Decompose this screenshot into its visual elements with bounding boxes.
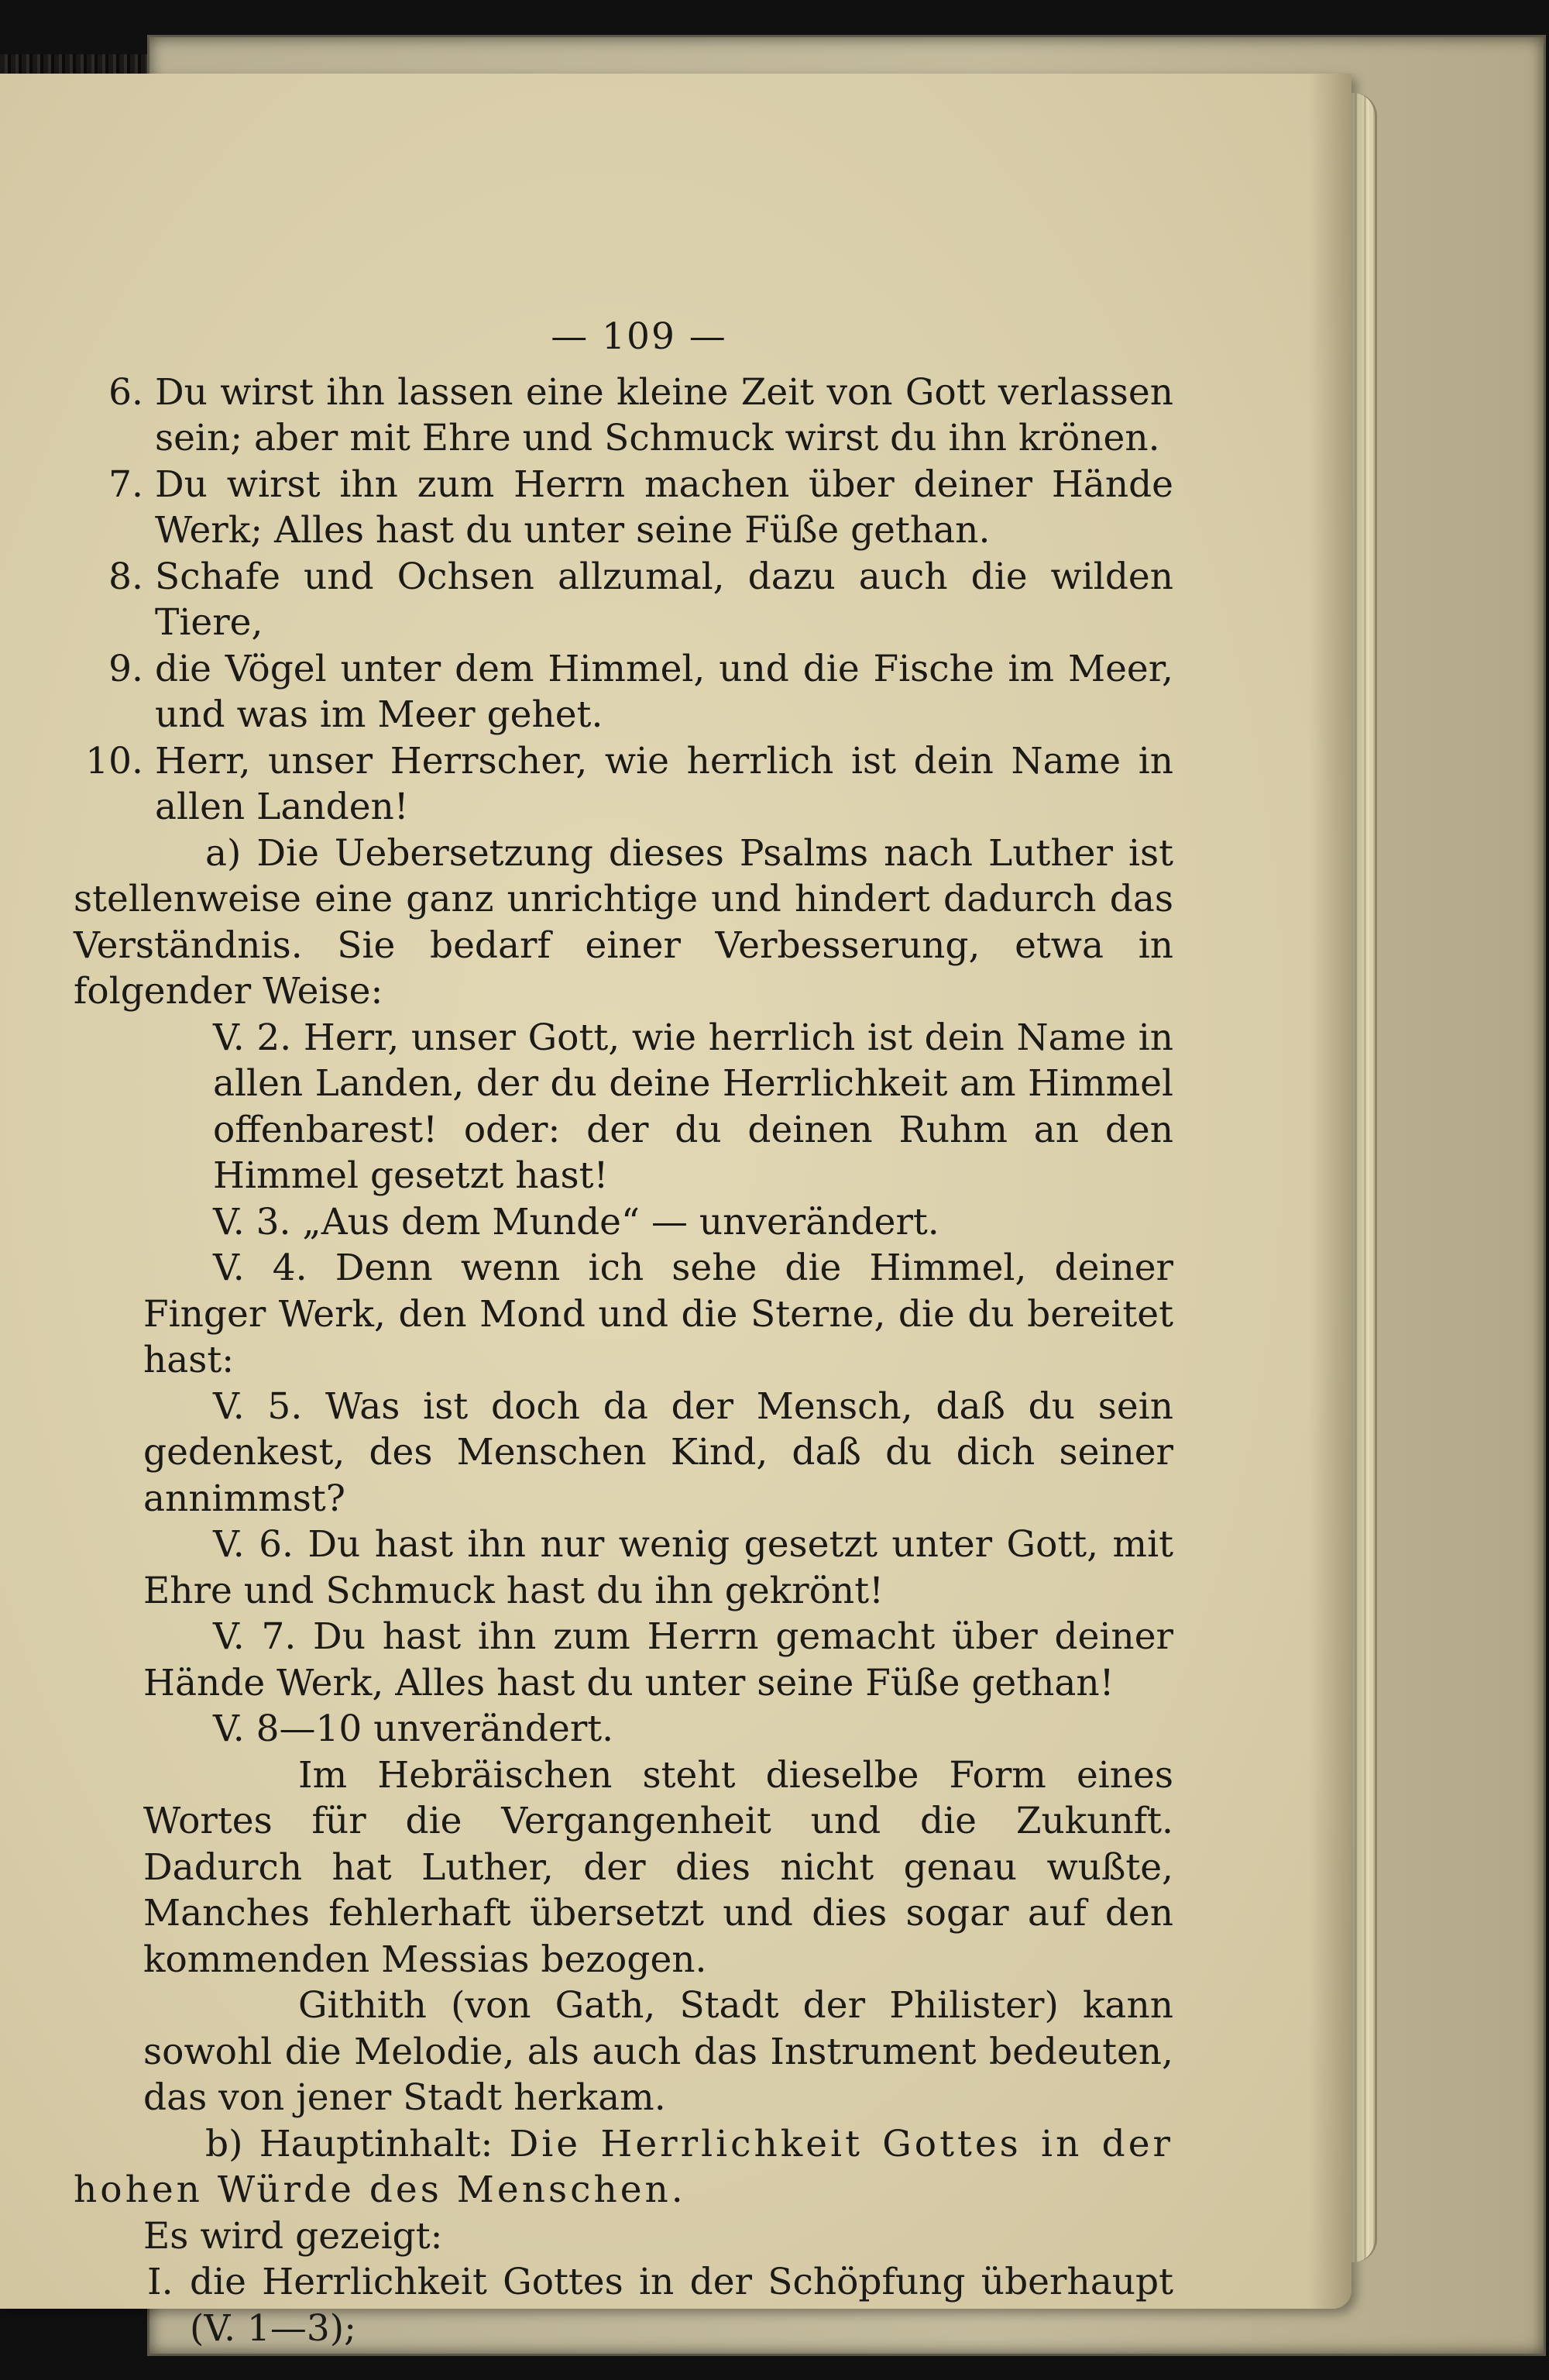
main-content-label: b) Hauptinhalt: xyxy=(205,2122,493,2165)
page-number: — 109 — xyxy=(551,315,727,358)
verse-text: Herr, unser Herrscher, wie herrlich ist dein Name in allen Landen! xyxy=(155,739,1173,828)
hebrew-note: Im Hebräischen steht dieselbe Form eines Wortes für die Vergangenheit und die Zukunft. Dadurch hat Luther, der dies nicht genau wußte, Manches fehlerhaft übersetzt und dies sogar auf den kommenden Messias bezogen. xyxy=(143,1753,1173,1981)
verse-10 xyxy=(74,738,1173,831)
page-text xyxy=(74,314,1173,2351)
verse-6 xyxy=(74,370,1173,462)
corrected-verse-3: V. 3. „Aus dem Munde“ — unverändert. xyxy=(213,1200,939,1243)
verse-8 xyxy=(74,554,1173,646)
verse-number: 9. xyxy=(108,647,143,690)
verse-9 xyxy=(74,646,1173,738)
verse-number: 7. xyxy=(108,463,143,506)
corrected-verse-6: V. 6. Du hast ihn nur wenig gesetzt unter Gott, mit Ehre und Schmuck hast du ihn gekrönt! xyxy=(143,1523,1173,1612)
verse-text: die Vögel unter dem Himmel, und die Fische im Meer, und was im Meer gehet. xyxy=(155,647,1173,736)
list-intro: Es wird gezeigt: xyxy=(143,2214,443,2258)
corrected-verse-4: V. 4. Denn wenn ich sehe die Himmel, deiner Finger Werk, den Mond und die Sterne, die du bereitet hast: xyxy=(143,1247,1173,1381)
verse-number: 6. xyxy=(108,370,143,414)
list-item-number: I. xyxy=(147,2261,173,2303)
gittith-note: Githith (von Gath, Stadt der Philister) kann sowohl die Melodie, als auch das Instrument bedeuten, das von jener Stadt herkam. xyxy=(143,1984,1173,2119)
corrected-verse-8-10: V. 8—10 unverändert. xyxy=(213,1708,614,1750)
verse-text: Du wirst ihn zum Herrn machen über deiner Hände Werk; Alles hast du unter seine Füße gethan. xyxy=(155,463,1173,552)
translation-note: a) Die Uebersetzung dieses Psalms nach Luther ist stellenweise eine ganz unrichtige und hindert dadurch das Verständnis. Sie bedarf einer Verbesserung, etwa in folgender Weise: xyxy=(74,831,1173,1013)
main-content-emphasis: Die Herrlichkeit Gottes in der hohen Würde des Menschen. xyxy=(74,2122,1173,2211)
main-content-heading xyxy=(74,2121,1173,2213)
corrected-verse-7: V. 7. Du hast ihn zum Herrn gemacht über deiner Hände Werk, Alles hast du unter seine Füße gethan! xyxy=(143,1615,1173,1704)
list-item-text: die Herrlichkeit Gottes in der Schöpfung überhaupt (V. 1—3); xyxy=(190,2261,1173,2350)
verse-text: Du wirst ihn lassen eine kleine Zeit von Gott verlassen sein; aber mit Ehre und Schmuck wirst du ihn krönen. xyxy=(155,370,1173,459)
book-page xyxy=(0,74,1352,2350)
verse-7 xyxy=(74,462,1173,554)
verse-text: Schafe und Ochsen allzumal, dazu auch die wilden Tiere, xyxy=(155,555,1173,644)
corrected-verse-5: V. 5. Was ist doch da der Mensch, daß du sein gedenkest, des Menschen Kind, daß du dich seiner annimmst? xyxy=(143,1384,1173,1520)
verse-number: 10. xyxy=(85,739,143,782)
page-edge-shadow xyxy=(1309,74,1352,2309)
verse-number: 8. xyxy=(108,555,143,598)
corrected-verse-2: V. 2. Herr, unser Gott, wie herrlich ist dein Name in allen Landen, der du deine Herrlichkeit am Himmel offenbarest! oder: der du deinen Ruhm an den Himmel gesetzt hast! xyxy=(213,1016,1173,1197)
list-item-1 xyxy=(74,2259,1173,2351)
